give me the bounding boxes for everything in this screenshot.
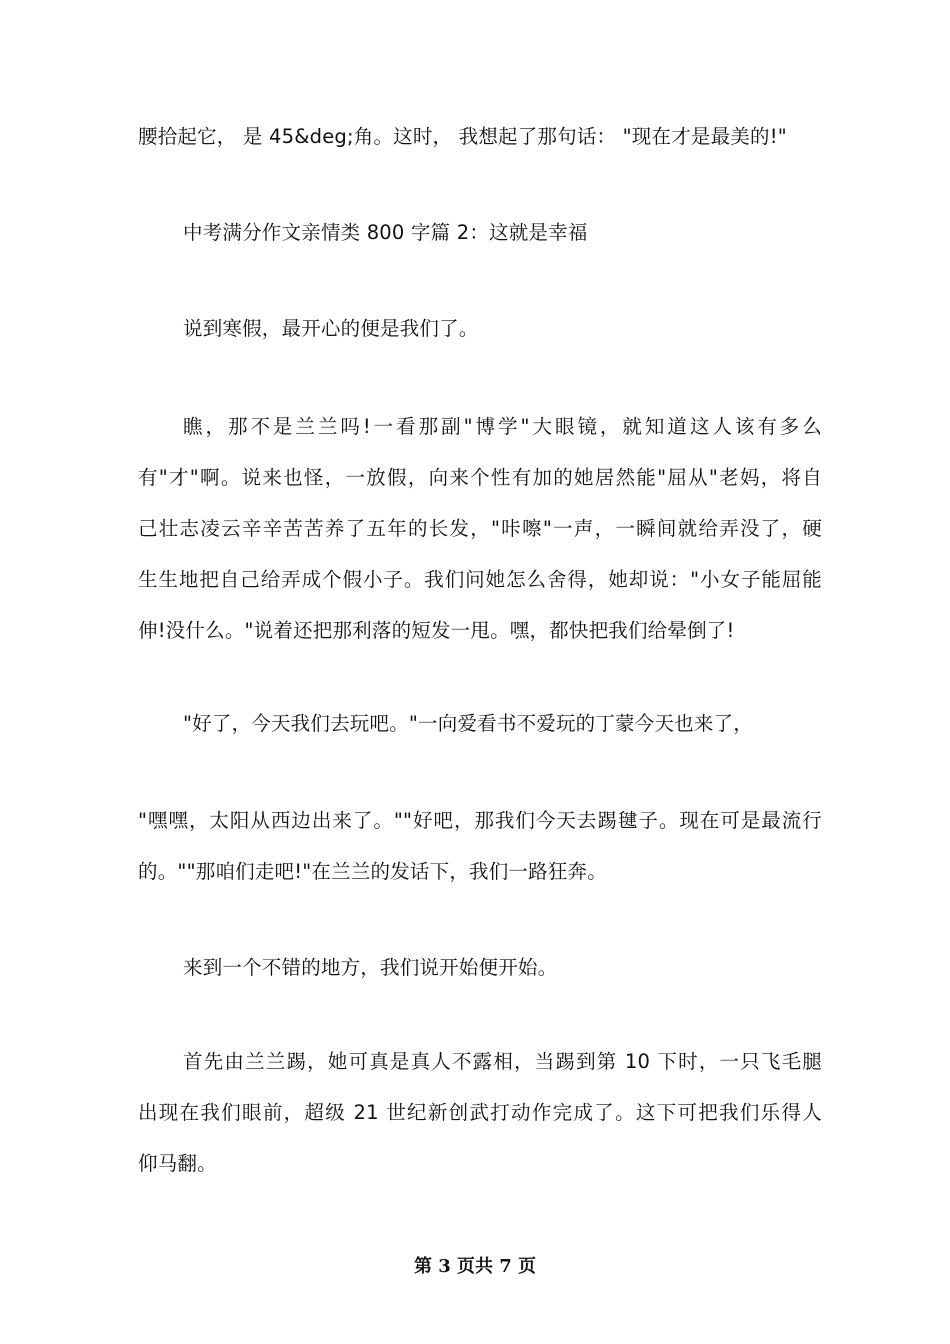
text-line: 仰马翻。 [138,1152,217,1175]
text-line: 腰拾起它， 是 45&deg;角。这时， 我想起了那句话： "现在才是最美的!" [138,125,787,148]
text-line: 瞧，那不是兰兰吗!一看那副"博学"大眼镜，就知道这人该有多么 [183,415,822,438]
text-line: 出现在我们眼前，超级 21 世纪新创武打动作完成了。这下可把我们乐得人 [138,1101,822,1124]
text-line: 首先由兰兰踢，她可真是真人不露相，当踢到第 10 下时，一只飞毛腿 [183,1050,822,1073]
page-number-footer: 第 3 页共 7 页 [413,1256,537,1277]
paragraph-2 [183,303,867,354]
text-line: 伸!没什么。"说着还把那利落的短发一甩。嘿，都快把我们给晕倒了! [138,619,735,642]
paragraph-6 [183,942,867,993]
text-line: 有"才"啊。说来也怪，一放假，向来个性有加的她居然能"屈从"老妈，将自 [138,466,822,489]
paragraph-1 [138,111,822,162]
text-line: "好了，今天我们去玩吧。"一向爱看书不爱玩的丁蒙今天也来了， [183,712,753,735]
text-line: 说到寒假，最开心的便是我们了。 [183,317,479,340]
text-line: 的。""那咱们走吧!"在兰兰的发话下，我们一路狂奔。 [138,860,607,883]
paragraph-7 [138,1036,822,1189]
paragraph-4 [183,698,867,749]
text-line: "嘿嘿，太阳从西边出来了。""好吧，那我们今天去踢毽子。现在可是最流行 [138,809,822,832]
paragraph-3 [138,401,822,656]
text-line: 中考满分作文亲情类 800 字篇 2：这就是幸福 [183,221,588,244]
text-line: 生生地把自己给弄成个假小子。我们问她怎么舍得，她却说："小女子能屈能 [138,568,822,591]
paragraph-5 [138,795,822,897]
text-line: 己壮志凌云辛辛苦苦养了五年的长发，"咔嚓"一声，一瞬间就给弄没了，硬 [138,517,822,540]
article-heading [183,207,867,258]
text-line: 来到一个不错的地方，我们说开始便开始。 [183,956,558,979]
